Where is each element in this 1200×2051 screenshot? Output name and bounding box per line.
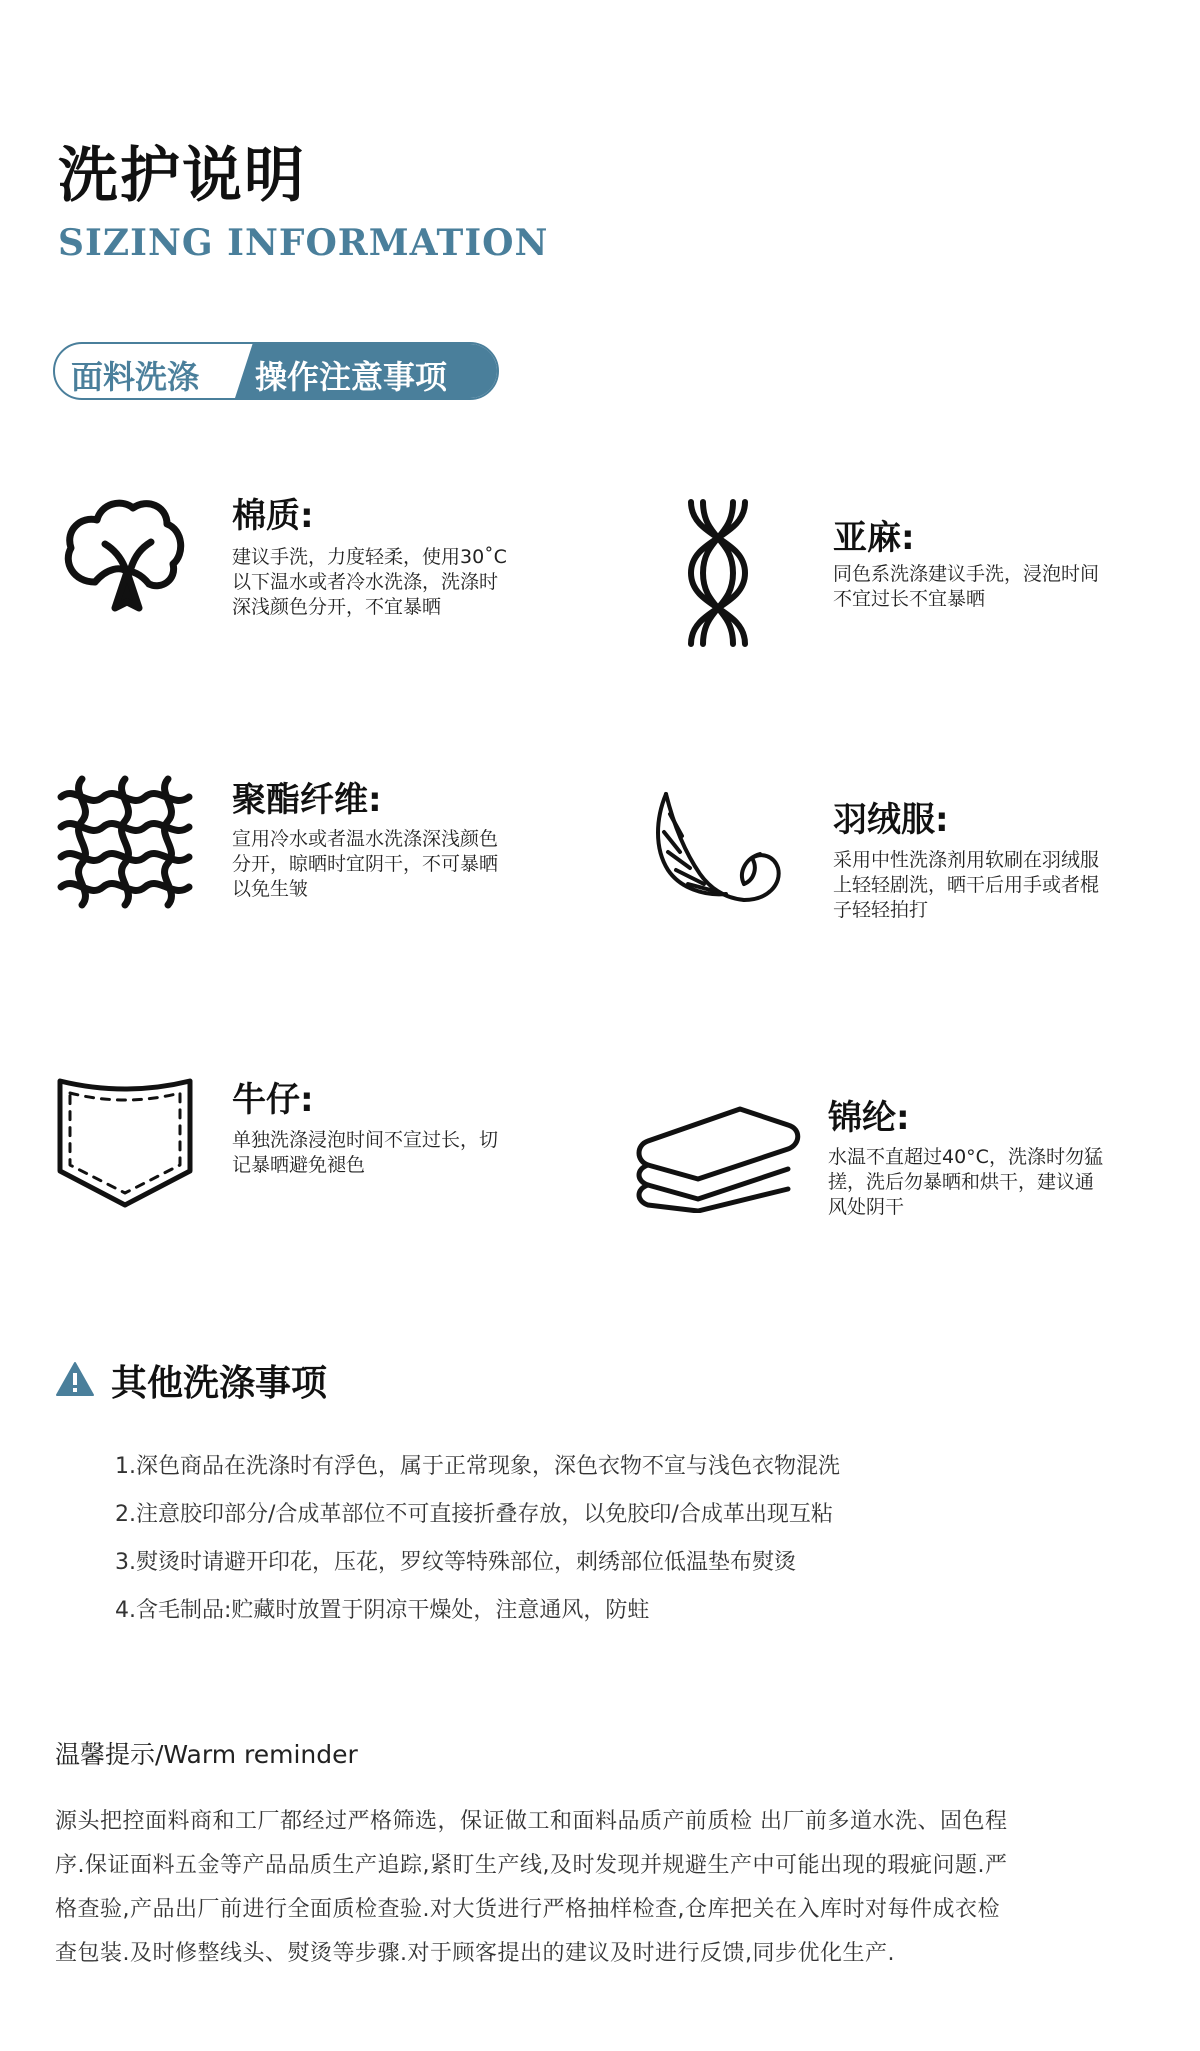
cotton-title: 棉质:	[232, 496, 314, 536]
linen-title: 亚麻:	[833, 518, 915, 558]
cotton-icon	[55, 490, 195, 634]
warning-icon	[55, 1361, 95, 1401]
reminder-text: 源头把控面料商和工厂都经过严格筛选，保证做工和面料品质产前质检 出厂前多道水洗、固色程 序.保证面料五金等产品品质生产追踪,紧盯生产线,及时发现并规避生产中可能出现的瑕疵问题.严 格查验,产品出厂前进行全面质检查验.对大货进行严格抽样检查,仓库把关在入库时对每件成衣检 查包装.及时修整线头、熨烫等步骤.对于顾客提出的建议及时进行反馈,同步优化生产.	[55, 1809, 1008, 1966]
denim-desc: 单独洗涤浸泡时间不宣过长，切 记暴晒避免褪色	[232, 1129, 499, 1176]
reminder-title: 温馨提示/Warm reminder	[55, 1740, 358, 1769]
nylon-title: 锦纶:	[828, 1098, 910, 1138]
feather-icon	[648, 788, 788, 922]
page-subtitle: SIZING INFORMATION	[58, 222, 549, 264]
tag-notes: 操作注意事项	[255, 358, 448, 396]
section-tag	[53, 342, 499, 400]
list-item: 3.熨烫时请避开印花，压花，罗纹等特殊部位，刺绣部位低温垫布熨烫	[115, 1550, 796, 1575]
polyester-weave-icon	[55, 775, 195, 914]
linen-desc: 同色系洗涤建议手洗，浸泡时间 不宜过长不宜暴晒	[833, 563, 1100, 610]
page-title: 洗护说明	[58, 141, 306, 211]
nylon-layers-icon	[628, 1105, 803, 1217]
other-notes-title: 其他洗涤事项	[111, 1363, 328, 1404]
other-notes-header	[55, 1355, 327, 1406]
linen-icon	[683, 498, 753, 652]
list-item: 1.深色商品在洗涤时有浮色，属于正常现象，深色衣物不宣与浅色衣物混洗	[115, 1454, 840, 1479]
list-item: 4.含毛制品:贮藏时放置于阴凉干燥处，注意通风，防蛀	[115, 1598, 650, 1623]
polyester-desc: 宣用冷水或者温水洗涤深浅颜色 分开，晾晒时宜阴干，不可暴晒 以免生皱	[232, 828, 499, 900]
denim-pocket-icon	[55, 1075, 195, 1214]
nylon-desc: 水温不直超过40°C，洗涤时勿猛 搓，洗后勿暴晒和烘干，建议通 风处阴干	[828, 1146, 1103, 1218]
down-desc: 采用中性洗涤剂用软刷在羽绒服 上轻轻剧洗，晒干后用手或者棍 子轻轻拍打	[833, 849, 1100, 921]
polyester-title: 聚酯纤维:	[232, 780, 382, 820]
tag-fabric-wash: 面料洗涤	[71, 358, 200, 396]
down-title: 羽绒服:	[833, 800, 949, 840]
cotton-desc: 建议手洗，力度轻柔，使用30˚C 以下温水或者冷水洗涤，洗涤时 深浅颜色分开，不宜暴晒	[232, 546, 507, 618]
list-item: 2.注意胶印部分/合成革部位不可直接折叠存放，以免胶印/合成革出现互粘	[115, 1502, 833, 1527]
denim-title: 牛仔:	[232, 1080, 314, 1120]
other-notes-list	[115, 1443, 840, 1635]
